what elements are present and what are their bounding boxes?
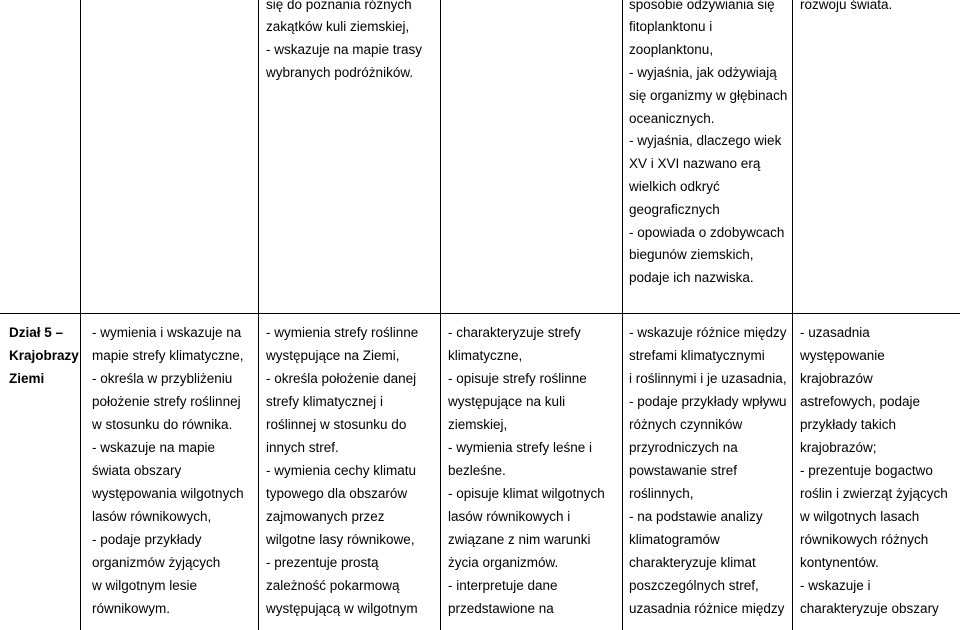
cell-text-line: w stosunku do równika. xyxy=(92,417,233,432)
cell-text-line: klimatogramów xyxy=(629,532,720,547)
column-divider xyxy=(258,0,259,630)
cell-text-line: krajobrazów; xyxy=(800,440,877,455)
cell-text-line: położenie strefy roślinnej xyxy=(92,394,241,409)
cell-text-line: wilgotne lasy równikowe, xyxy=(266,532,415,547)
cell-text-line: uzasadnia różnice między xyxy=(629,601,785,616)
column-divider xyxy=(80,0,81,630)
cell-text-line: występujące na kuli xyxy=(448,394,566,409)
cell-text-line: biegunów ziemskich, xyxy=(629,247,754,263)
cell-text-line: przykłady takich xyxy=(800,417,897,432)
column-divider xyxy=(792,0,793,630)
cell-text-line: przyrodniczych na xyxy=(629,440,738,455)
cell-text-line: XV i XVI nazwano erą xyxy=(629,156,761,172)
cell-text-line: - określa w przybliżeniu xyxy=(92,371,233,386)
cell-text-line: Ziemi xyxy=(9,371,45,386)
cell-text-line: poszczególnych stref, xyxy=(629,578,759,593)
cell-text-line: w wilgotnym lesie xyxy=(92,578,198,593)
cell-text-line: strefami klimatycznymi xyxy=(629,348,765,363)
cell-text-line: - wyjaśnia, dlaczego wiek xyxy=(629,133,782,149)
cell-text-line: roślinnej w stosunku do xyxy=(266,417,407,432)
cell-text-line: Dział 5 – xyxy=(9,325,64,340)
column-divider xyxy=(440,0,441,630)
cell-text-line: bezleśne. xyxy=(448,463,506,478)
cell-text-line: ziemskiej, xyxy=(448,417,508,432)
cell-text-line: - interpretuje dane xyxy=(448,578,558,593)
cell-text-line: Krajobrazy xyxy=(9,348,79,363)
cell-text-line: przedstawione na xyxy=(448,601,554,616)
cell-text-line: wybranych podróżników. xyxy=(266,64,414,80)
cell-text-line: - wskazuje na mapie trasy xyxy=(266,42,423,58)
cell-text-line: - określa położenie danej xyxy=(266,371,417,386)
cell-text-line: mapie strefy klimatyczne, xyxy=(92,348,244,363)
cell-text-line: podaje ich nazwiska. xyxy=(629,270,754,286)
cell-text-line: świata obszary xyxy=(92,463,182,478)
cell-text-line: organizmów żyjących xyxy=(92,555,221,570)
cell-text-line: zależność pokarmową xyxy=(266,578,400,593)
cell-text-line: - wymienia strefy leśne i xyxy=(448,440,593,455)
cell-text-line: równikowych różnych xyxy=(800,532,929,547)
cell-text-line: zooplanktonu, xyxy=(629,42,714,58)
cell-text-line: roślin i zwierząt żyjących xyxy=(800,486,948,501)
cell-text-line: - wymienia strefy roślinne xyxy=(266,325,419,340)
cell-text-line: charakteryzuje klimat xyxy=(629,555,756,570)
column-divider xyxy=(622,0,623,630)
cell-text-line: - wymienia cechy klimatu xyxy=(266,463,417,478)
cell-text-line: sposobie odżywiania się xyxy=(629,0,775,12)
cell-text-line: - na podstawie analizy xyxy=(629,509,763,524)
cell-text-line: w wilgotnych lasach xyxy=(800,509,920,524)
cell-text-line: występującą w wilgotnym xyxy=(266,601,418,616)
cell-text-line: wielkich odkryć xyxy=(629,178,720,194)
cell-text-line: klimatyczne, xyxy=(448,348,523,363)
cell-text-line: życia organizmów. xyxy=(448,555,559,570)
cell-text-line: fitoplanktonu i xyxy=(629,19,713,35)
cell-text-line: równikowym. xyxy=(92,601,171,616)
cell-text-line: powstawanie stref xyxy=(629,463,738,478)
cell-text-line: astrefowych, podaje xyxy=(800,394,921,409)
cell-text-line: występowania wilgotnych xyxy=(92,486,244,501)
cell-text-line: - wskazuje różnice między xyxy=(629,325,787,340)
cell-text-line: - wskazuje na mapie xyxy=(92,440,216,455)
cell-text-line: lasów równikowych i xyxy=(448,509,571,524)
cell-text-line: charakteryzuje obszary xyxy=(800,601,939,616)
cell-text-line: - uzasadnia xyxy=(800,325,870,340)
cell-text-line: występowanie xyxy=(800,348,885,363)
cell-text-line: lasów równikowych, xyxy=(92,509,212,524)
cell-text-line: - wymienia i wskazuje na xyxy=(92,325,242,340)
cell-text-line: oceanicznych. xyxy=(629,110,715,126)
cell-text-line: się organizmy w głębinach xyxy=(629,87,788,103)
cell-text-line: innych stref. xyxy=(266,440,339,455)
cell-text-line: - wyjaśnia, jak odżywiają xyxy=(629,64,777,80)
cell-text-line: różnych czynników xyxy=(629,417,743,432)
cell-text-line: geograficznych xyxy=(629,201,720,217)
cell-text-line: - wskazuje i xyxy=(800,578,871,593)
cell-text-line: rozwoju świata. xyxy=(800,0,893,12)
cell-text-line: zajmowanych przez xyxy=(266,509,385,524)
cell-text-line: - opowiada o zdobywcach xyxy=(629,224,785,240)
cell-text-line: się do poznania różnych xyxy=(266,0,412,12)
cell-text-line: związane z nim warunki xyxy=(448,532,591,547)
cell-text-line: kontynentów. xyxy=(800,555,879,570)
cell-text-line: typowego dla obszarów xyxy=(266,486,408,501)
cell-text-line: - charakteryzuje strefy xyxy=(448,325,581,340)
cell-text-line: - podaje przykłady wpływu xyxy=(629,394,787,409)
cell-text-line: występujące na Ziemi, xyxy=(266,348,400,363)
cell-text-line: - opisuje klimat wilgotnych xyxy=(448,486,605,501)
cell-text-line: - prezentuje bogactwo xyxy=(800,463,933,478)
cell-text-line: i roślinnymi i je uzasadnia, xyxy=(629,371,787,386)
cell-text-line: - prezentuje prostą xyxy=(266,555,379,570)
cell-text-line: - podaje przykłady xyxy=(92,532,202,547)
cell-text-line: strefy klimatycznej i xyxy=(266,394,384,409)
row-divider xyxy=(0,313,960,314)
cell-text-line: krajobrazów xyxy=(800,371,873,386)
cell-text-line: - opisuje strefy roślinne xyxy=(448,371,587,386)
cell-text-line: zakątków kuli ziemskiej, xyxy=(266,19,410,35)
cell-text-line: roślinnych, xyxy=(629,486,694,501)
